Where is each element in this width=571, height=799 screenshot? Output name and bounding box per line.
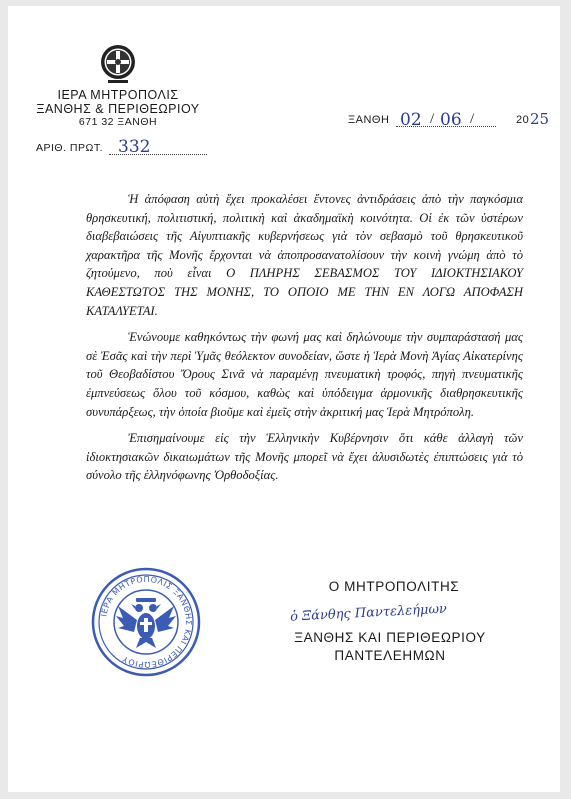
date-month: 06 — [440, 110, 462, 130]
signature-handwritten: ὁ Ξάνθης Παντελεήμων — [289, 601, 448, 625]
signature-title: Ο ΜΗΤΡΟΠΟΛΙΤΗΣ — [328, 579, 460, 594]
body-paragraph-1: Ἡ ἀπόφαση αὐτὴ ἔχει προκαλέσει ἔντονες ἀντιδράσεις ἀπὸ τὴν παγκόσμια θρησκευτική, πολιτιστική, πολιτικὴ καὶ ἀκαδημαϊκὴ κοινότητα. Οἱ ἐκ τῶν ὑστέρων διαβεβαιώσεις τῆς Αἰγυπτιακῆς κυβερνήσεως γιὰ τὸν σεβασμὸ τοῦ θρησκευτικοῦ χαρακτῆρα τῆς Μονῆς ἔρχονται νὰ ἀποπροσανατολίσουν τὴν κοινὴ γνώμη ἀπὸ τὸ ζητούμενο, ποὺ εἶναι Ο ΠΛΗΡΗΣ ΣΕΒΑΣΜΟΣ ΤΟΥ ΙΔΙΟΚΤΗΣΙΑΚΟΥ ΚΑΘΕΣΤΩΤΟΣ ΤΗΣ ΜΟΝΗΣ, ΤΟ ΟΠΟΙΟ ΜΕ ΤΗΝ ΕΝ ΛΟΓΩ ΑΠΟΦΑΣΗ ΚΑΤΑΛΥΕΤΑΙ. — [86, 192, 523, 318]
official-seal-stamp — [90, 566, 202, 678]
header-line-postcode: 671 32 ΞΑΝΘΗ — [78, 116, 158, 128]
protocol-line — [36, 138, 216, 158]
date-day: 02 — [400, 110, 422, 130]
date-year-prefix: 20 — [516, 114, 530, 126]
signature-region: ΞΑΝΘΗΣ ΚΑΙ ΠΕΡΙΘΕΩΡΙΟΥ — [294, 630, 486, 645]
header-line-metropolis: ΙΕΡΑ ΜΗΤΡΟΠΟΛΙΣ — [57, 88, 179, 102]
letter-page — [8, 6, 560, 792]
signature-name: ΠΑΝΤΕΛΕΗΜΩΝ — [334, 648, 446, 663]
date-slash-1: / — [430, 111, 435, 127]
date-line — [348, 111, 548, 131]
metropolis-emblem-icon — [98, 42, 138, 86]
date-year-handwritten: 25 — [530, 110, 550, 128]
letter-body — [86, 190, 523, 493]
protocol-number: 332 — [118, 137, 151, 157]
body-paragraph-3: Ἐπισημαίνουμε εἰς τὴν Ἑλληνικὴν Κυβέρνησιν ὅτι κάθε ἀλλαγὴ τῶν ἰδιοκτησιακῶν δικαιωμάτων τῆς Μονῆς μπορεῖ νὰ ἔχει ἀλυσιδωτὲς ἐπιπτώσεις γιὰ τὸ σύνολο τῆς ἑλληνόφωνης Ὀρθοδοξίας. — [86, 431, 523, 483]
svg-text:ΙΕΡΑ ΜΗΤΡΟΠΟΛΙΣ ΞΑΝΘΗΣ ΚΑΙ ΠΕΡ: ΙΕΡΑ ΜΗΤΡΟΠΟΛΙΣ ΞΑΝΘΗΣ ΚΑΙ ΠΕΡΙΘΕΩΡΙΟΥ — [99, 574, 194, 670]
body-paragraph-2: Ἑνώνουμε καθηκόντως τὴν φωνή μας καὶ δηλώνουμε τὴν συμπαράστασή μας σὲ Ἐσᾶς καὶ τὴν περὶ Ὑμᾶς θεόλεκτον συνοδείαν, ὥστε ἡ Ἱερὰ Μονὴ Ἁγίας Αἰκατερίνης τοῦ Θεοβαδίστου Ὄρους Σινᾶ νὰ παραμένῃ πνευματικὴ τροφός, πηγὴ πνευματικῆς ἐμπνεύσεως ὅλου τοῦ κόσμου, καθὼς καὶ ὑπόδειγμα ἁρμονικῆς διαθρησκευτικῆς συνυπάρξεως, τὴν ὁποία βιοῦμε καὶ ἐμεῖς στὴν ἀκριτική μας Ἱερὰ Μητρόπολη. — [86, 330, 523, 419]
header-line-region: ΞΑΝΘΗΣ & ΠΕΡΙΘΕΩΡΙΟΥ — [36, 102, 200, 116]
date-slash-2: / — [470, 111, 475, 127]
date-label: ΞΑΝΘΗ — [348, 114, 390, 126]
protocol-label: ΑΡΙΘ. ΠΡΩΤ. — [36, 142, 104, 154]
